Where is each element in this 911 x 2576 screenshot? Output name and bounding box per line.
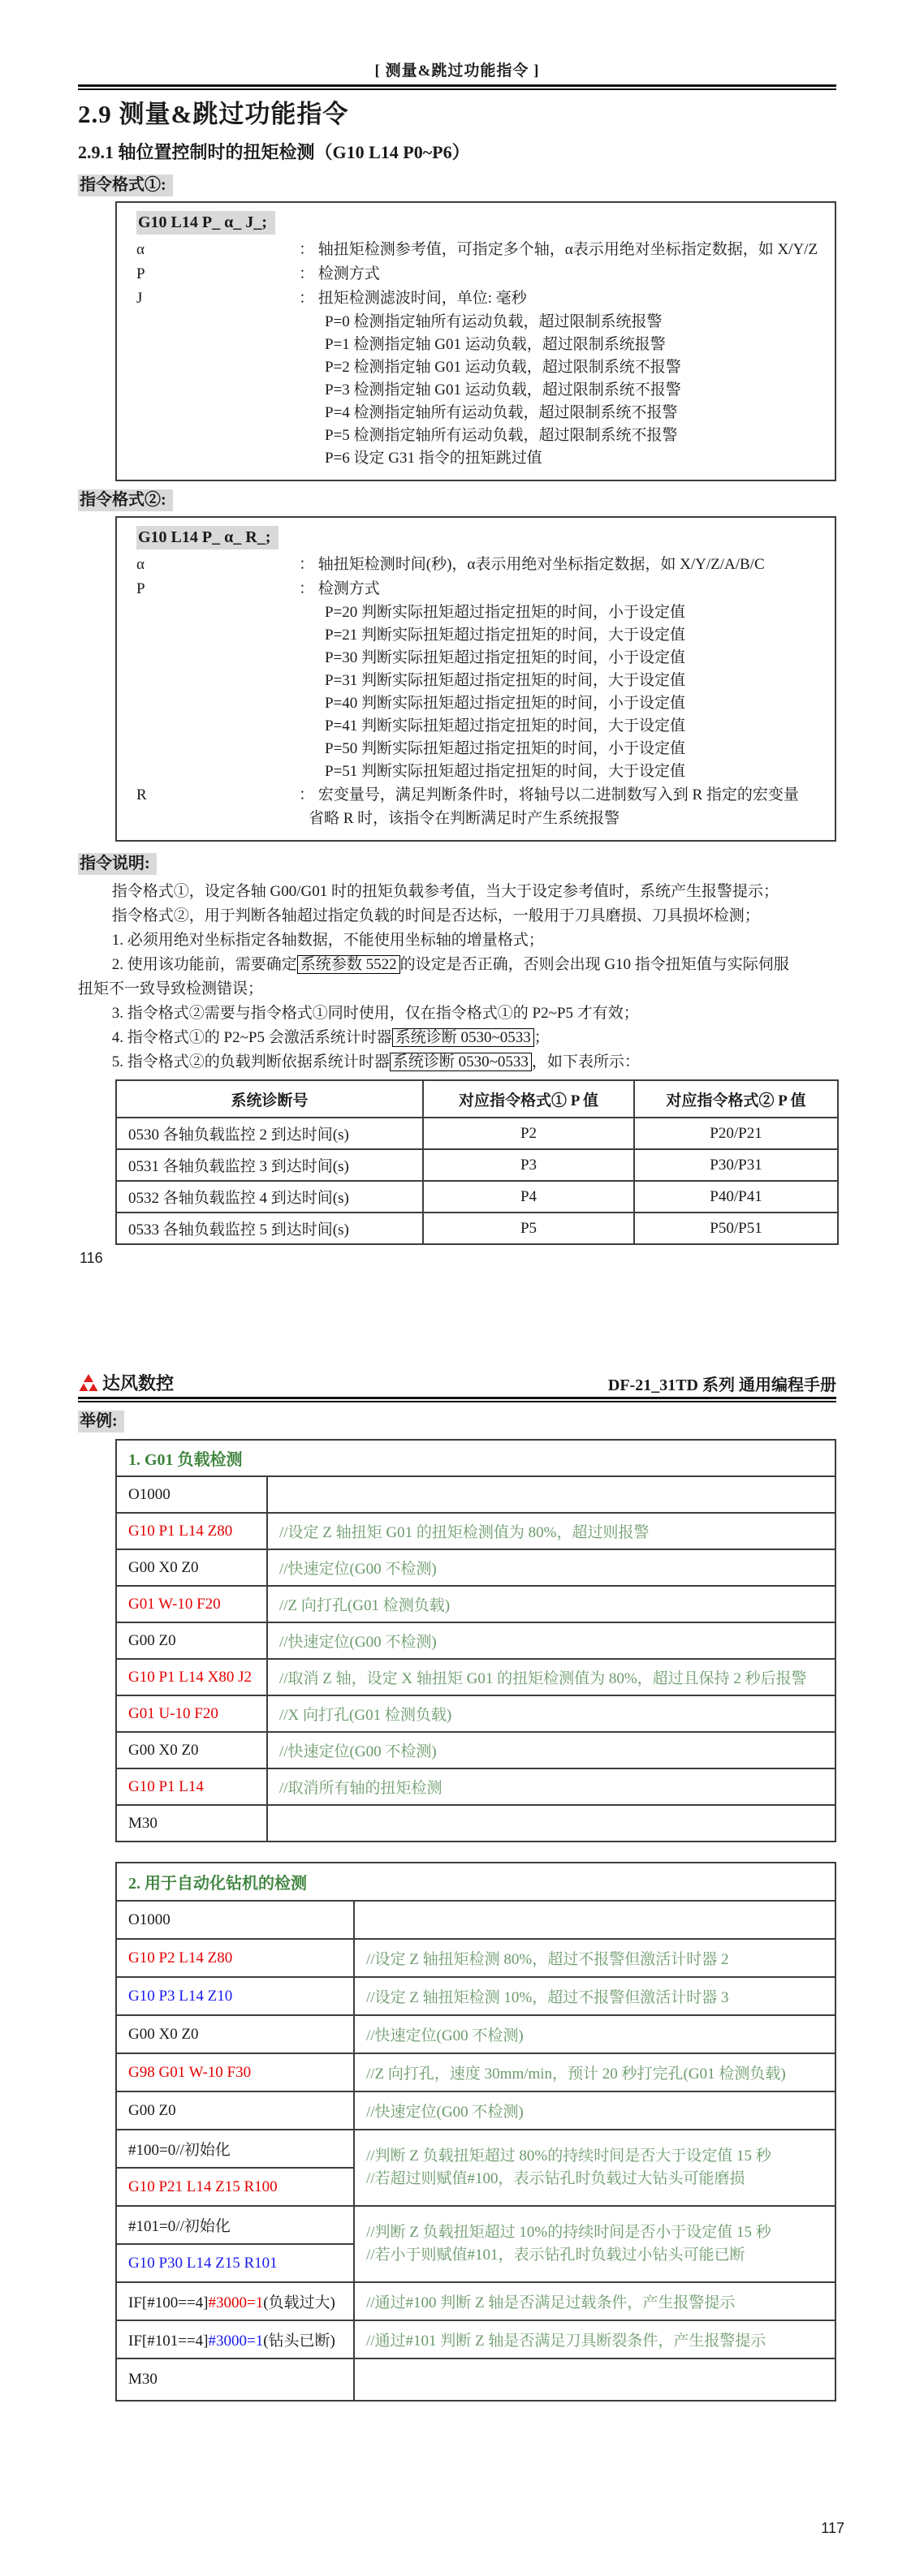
page2-header <box>78 1369 836 1395</box>
param-ref-box: 系统参数 5522 <box>297 955 400 974</box>
param-name: R <box>136 786 147 803</box>
comment-cell: //快速定位(G00 不检测) <box>354 2015 835 2053</box>
code-row <box>116 2206 835 2244</box>
column-header: 对应指令格式② P 值 <box>634 1080 838 1118</box>
subsection-title: 2.9.1 轴位置控制时的扭矩检测（G10 L14 P0~P6） <box>78 142 470 162</box>
p2-value-cell: P40/P41 <box>634 1181 838 1213</box>
comment-cell: //设定 Z 轴扭矩检测 10%，超过不报警但激活计时器 3 <box>354 1977 835 2015</box>
note-item: 3. 指令格式②需要与指令格式①同时使用，仅在指令格式①的 P2~P5 才有效； <box>111 1005 639 1022</box>
format1-box <box>115 201 836 481</box>
table-row <box>116 1149 838 1181</box>
diag-name-cell: 0531 各轴负载监控 3 到达时间(s) <box>116 1149 423 1181</box>
note-text: 4. 指令格式①的 P2~P5 会激活系统计时器 <box>111 1029 392 1046</box>
note-text: 2. 使用该功能前，需要确定 <box>111 956 297 973</box>
note-text: ； <box>533 1029 550 1046</box>
diag-ref-box: 系统诊断 0530~0533 <box>392 1028 534 1047</box>
param-desc-line2: 省略 R 时，该指令在判断满足时产生系统报警 <box>309 810 620 827</box>
code-row <box>116 2320 835 2358</box>
brand-name: 达风数控 <box>102 1373 175 1394</box>
code-cell: G10 P30 L14 Z15 R101 <box>116 2244 354 2282</box>
format1-code: G10 L14 P_ α_ J_; <box>136 211 275 235</box>
p-option: P=1 检测指定轴 G01 运动负载，超过限制系统报警 <box>325 336 666 353</box>
code-segment: IF[#101==4] <box>128 2333 209 2350</box>
comment-cell: //Z 向打孔，速度 30mm/min，预计 20 秒打完孔(G01 检测负载) <box>354 2053 835 2091</box>
format2-code: G10 L14 P_ α_ R_; <box>136 526 278 549</box>
table-header-row <box>116 1080 838 1118</box>
comment-cell <box>354 2358 835 2401</box>
p-option: P=6 设定 G31 指令的扭矩跳过值 <box>325 450 542 467</box>
code-row <box>116 1586 835 1622</box>
example1-table <box>115 1439 836 1842</box>
note-text: ，如下表所示： <box>531 1053 640 1070</box>
example2-title-row <box>116 1863 835 1901</box>
code-cell: G00 Z0 <box>116 1622 267 1659</box>
code-cell <box>116 2320 354 2358</box>
p1-value-cell: P5 <box>423 1213 634 1244</box>
param-row <box>136 262 822 286</box>
table-row <box>116 1213 838 1244</box>
code-row <box>116 1732 835 1768</box>
code-row <box>116 1901 835 1939</box>
p2-value-cell: P20/P21 <box>634 1118 838 1149</box>
diag-name-cell: 0530 各轴负载监控 2 到达时间(s) <box>116 1118 423 1149</box>
page-number-117: 117 <box>821 2520 844 2536</box>
p2-value-cell: P50/P51 <box>634 1213 838 1244</box>
code-cell: G00 X0 Z0 <box>116 2015 354 2053</box>
code-row <box>116 1622 835 1659</box>
example-label: 举例: <box>78 1411 124 1432</box>
comment-cell: //快速定位(G00 不检测) <box>267 1622 835 1659</box>
p-option: P=31 判断实际扭矩超过指定扭矩的时间，大于设定值 <box>325 672 686 689</box>
param-desc: ： 宏变量号，满足判断条件时，将轴号以二进制数写入到 R 指定的宏变量 <box>299 786 799 803</box>
comment-line: //判断 Z 负载扭矩超过 80%的持续时间是否大于设定值 15 秒 <box>366 2147 771 2165</box>
p1-value-cell: P3 <box>423 1149 634 1181</box>
note-text: 的设定是否正确，否则会出现 G10 指令扭矩值与实际伺服 <box>399 956 789 973</box>
format2-box <box>115 516 836 842</box>
code-cell: G00 X0 Z0 <box>116 1732 267 1768</box>
example1-title: 1. G01 负载检测 <box>116 1440 835 1476</box>
param-desc: ： 轴扭矩检测时间(秒)，α表示用绝对坐标指定数据，如 X/Y/Z/A/B/C <box>299 556 765 573</box>
brand <box>78 1370 174 1395</box>
p-option: P=50 判断实际扭矩超过指定扭矩的时间，小于设定值 <box>325 740 686 757</box>
p-option: P=3 检测指定轴 G01 运动负载，超过限制系统不报警 <box>325 381 681 398</box>
macro-segment: #3000=1 <box>208 2294 264 2311</box>
comment-line: //判断 Z 负载扭矩超过 10%的持续时间是否小于设定值 15 秒 <box>366 2224 771 2241</box>
param-name: P <box>136 265 145 282</box>
p-option: P=40 判断实际扭矩超过指定扭矩的时间，小于设定值 <box>325 695 686 712</box>
param-desc: ： 轴扭矩检测参考值，可指定多个轴，α表示用绝对坐标指定数据，如 X/Y/Z <box>299 241 818 258</box>
comment-cell: //通过#100 判断 Z 轴是否满足过载条件，产生报警提示 <box>354 2282 835 2320</box>
format2-label: 指令格式②: <box>78 489 173 511</box>
code-cell: G01 U-10 F20 <box>116 1695 267 1732</box>
p-option: P=30 判断实际扭矩超过指定扭矩的时间，小于设定值 <box>325 649 686 666</box>
example2-title: 2. 用于自动化钻机的检测 <box>116 1863 835 1901</box>
code-cell: O1000 <box>116 1901 354 1939</box>
code-cell: O1000 <box>116 1476 267 1513</box>
comment-cell: //快速定位(G00 不检测) <box>267 1549 835 1586</box>
code-cell: G10 P1 L14 X80 J2 <box>116 1659 267 1695</box>
note-item <box>78 1026 836 1050</box>
code-cell: G10 P1 L14 Z80 <box>116 1513 267 1549</box>
p-option: P=51 判断实际扭矩超过指定扭矩的时间，大于设定值 <box>325 763 686 780</box>
code-cell: G00 X0 Z0 <box>116 1549 267 1586</box>
note-item: 1. 必须用绝对坐标指定各轴数据，不能使用坐标轴的增量格式； <box>111 932 544 949</box>
param-desc: ： 检测方式 <box>299 265 380 282</box>
comment-cell: //X 向打孔(G01 检测负载) <box>267 1695 835 1732</box>
diag-name-cell: 0533 各轴负载监控 5 到达时间(s) <box>116 1213 423 1244</box>
code-cell: G10 P2 L14 Z80 <box>116 1939 354 1977</box>
comment-cell <box>267 1476 835 1513</box>
code-row <box>116 2015 835 2053</box>
merged-comment-cell <box>354 2130 835 2206</box>
diag-name-cell: 0532 各轴负载监控 4 到达时间(s) <box>116 1181 423 1213</box>
notes-label: 指令说明: <box>78 853 157 875</box>
code-row <box>116 1659 835 1695</box>
code-row <box>116 2358 835 2401</box>
manual-title: DF-21_31TD 系列 通用编程手册 <box>607 1376 836 1394</box>
code-row <box>116 1768 835 1805</box>
code-row <box>116 2130 835 2168</box>
code-cell: M30 <box>116 1805 267 1842</box>
code-cell: G01 W-10 F20 <box>116 1586 267 1622</box>
p-option: P=5 检测指定轴所有运动负载，超过限制系统不报警 <box>325 427 678 444</box>
code-cell <box>116 2282 354 2320</box>
code-row <box>116 2282 835 2320</box>
code-cell: #100=0//初始化 <box>116 2130 354 2168</box>
code-cell: G10 P3 L14 Z10 <box>116 1977 354 2015</box>
param-name: J <box>136 290 143 307</box>
diag-ref-box: 系统诊断 0530~0533 <box>390 1053 532 1071</box>
note-item <box>78 953 836 977</box>
diagnostic-table <box>115 1079 839 1245</box>
page-title: 2.9 测量&跳过功能指令 <box>78 100 349 128</box>
column-header: 对应指令格式① P 值 <box>423 1080 634 1118</box>
macro-segment: #3000=1 <box>208 2333 264 2350</box>
code-cell: G98 G01 W-10 F30 <box>116 2053 354 2091</box>
header-rule <box>78 84 836 90</box>
param-row <box>136 238 822 262</box>
comment-cell: //Z 向打孔(G01 检测负载) <box>267 1586 835 1622</box>
code-row <box>116 1977 835 2015</box>
code-row <box>116 1939 835 1977</box>
param-row <box>136 553 822 577</box>
note-item <box>78 1050 836 1075</box>
code-cell: #101=0//初始化 <box>116 2206 354 2244</box>
param-row <box>136 577 822 601</box>
code-cell: G00 Z0 <box>116 2091 354 2130</box>
param-desc: ： 检测方式 <box>299 580 380 597</box>
comment-cell: //设定 Z 轴扭矩 G01 的扭矩检测值为 80%，超过则报警 <box>267 1513 835 1549</box>
p-option: P=41 判断实际扭矩超过指定扭矩的时间，大于设定值 <box>325 717 686 734</box>
code-row <box>116 2091 835 2130</box>
code-segment: IF[#100==4] <box>128 2294 209 2311</box>
param-desc: ： 扭矩检测滤波时间，单位: 毫秒 <box>299 290 527 307</box>
column-header: 系统诊断号 <box>116 1080 423 1118</box>
param-name: α <box>136 556 145 573</box>
param-name: P <box>136 580 145 597</box>
p-option: P=4 检测指定轴所有运动负载，超过限制系统不报警 <box>325 404 678 421</box>
param-row <box>136 783 822 808</box>
param-row <box>136 286 822 311</box>
table-row <box>116 1118 838 1149</box>
example1-title-row <box>116 1440 835 1476</box>
param-name: α <box>136 241 145 258</box>
note-paragraph: 指令格式②，用于判断各轴超过指定负载的时间是否达标，一般用于刀具磨损、刀具损坏检测； <box>111 907 760 924</box>
merged-comment-cell <box>354 2206 835 2282</box>
comment-cell: //快速定位(G00 不检测) <box>267 1732 835 1768</box>
page-number-116: 116 <box>80 1250 103 1266</box>
example2-table <box>115 1862 836 2402</box>
p-option: P=21 判断实际扭矩超过指定扭矩的时间，大于设定值 <box>325 627 686 644</box>
code-cell: G10 P21 L14 Z15 R100 <box>116 2168 354 2206</box>
page2-header-rule <box>78 1397 836 1402</box>
p-option: P=2 检测指定轴 G01 运动负载，超过限制系统不报警 <box>325 359 681 376</box>
note-paragraph: 指令格式①，设定各轴 G00/G01 时的扭矩负载参考值，当大于设定参考值时，系统产生报警提示； <box>111 883 779 900</box>
table-row <box>116 1181 838 1213</box>
p1-value-cell: P4 <box>423 1181 634 1213</box>
code-row <box>116 1549 835 1586</box>
comment-cell: //通过#101 判断 Z 轴是否满足刀具断裂条件，产生报警提示 <box>354 2320 835 2358</box>
comment-cell: //取消所有轴的扭矩检测 <box>267 1768 835 1805</box>
comment-cell: //设定 Z 轴扭矩检测 80%，超过不报警但激活计时器 2 <box>354 1939 835 1977</box>
code-cell: G10 P1 L14 <box>116 1768 267 1805</box>
brand-triangle-logo-icon <box>78 1373 99 1393</box>
note-text: 5. 指令格式②的负载判断依据系统计时器 <box>111 1053 390 1070</box>
code-row <box>116 1805 835 1842</box>
p-option: P=0 检测指定轴所有运动负载，超过限制系统报警 <box>325 313 663 330</box>
comment-cell <box>354 1901 835 1939</box>
code-row <box>116 1695 835 1732</box>
p2-value-cell: P30/P31 <box>634 1149 838 1181</box>
comment-cell: //取消 Z 轴，设定 X 轴扭矩 G01 的扭矩检测值为 80%，超过且保持 2 秒后报警 <box>267 1659 835 1695</box>
code-cell: M30 <box>116 2358 354 2401</box>
p-option: P=20 判断实际扭矩超过指定扭矩的时间，小于设定值 <box>325 604 686 621</box>
comment-cell <box>267 1805 835 1842</box>
code-segment: (负载过大) <box>263 2294 335 2311</box>
comment-cell: //快速定位(G00 不检测) <box>354 2091 835 2130</box>
code-row <box>116 2053 835 2091</box>
code-row <box>116 1513 835 1549</box>
notes-section <box>78 880 836 1075</box>
comment-line: //若超过则赋值#100，表示钻孔时负载过大钻头可能磨损 <box>366 2170 745 2187</box>
code-row <box>116 1476 835 1513</box>
format1-label: 指令格式①: <box>78 174 173 196</box>
note-item-continuation: 扭矩不一致导致检测错误； <box>78 980 264 997</box>
code-segment: (钻头已断) <box>263 2333 335 2350</box>
p1-value-cell: P2 <box>423 1118 634 1149</box>
comment-line: //若小于则赋值#101，表示钻孔时负载过小钻头可能已断 <box>366 2246 745 2264</box>
running-header: [ 测量&跳过功能指令 ] <box>374 62 540 80</box>
